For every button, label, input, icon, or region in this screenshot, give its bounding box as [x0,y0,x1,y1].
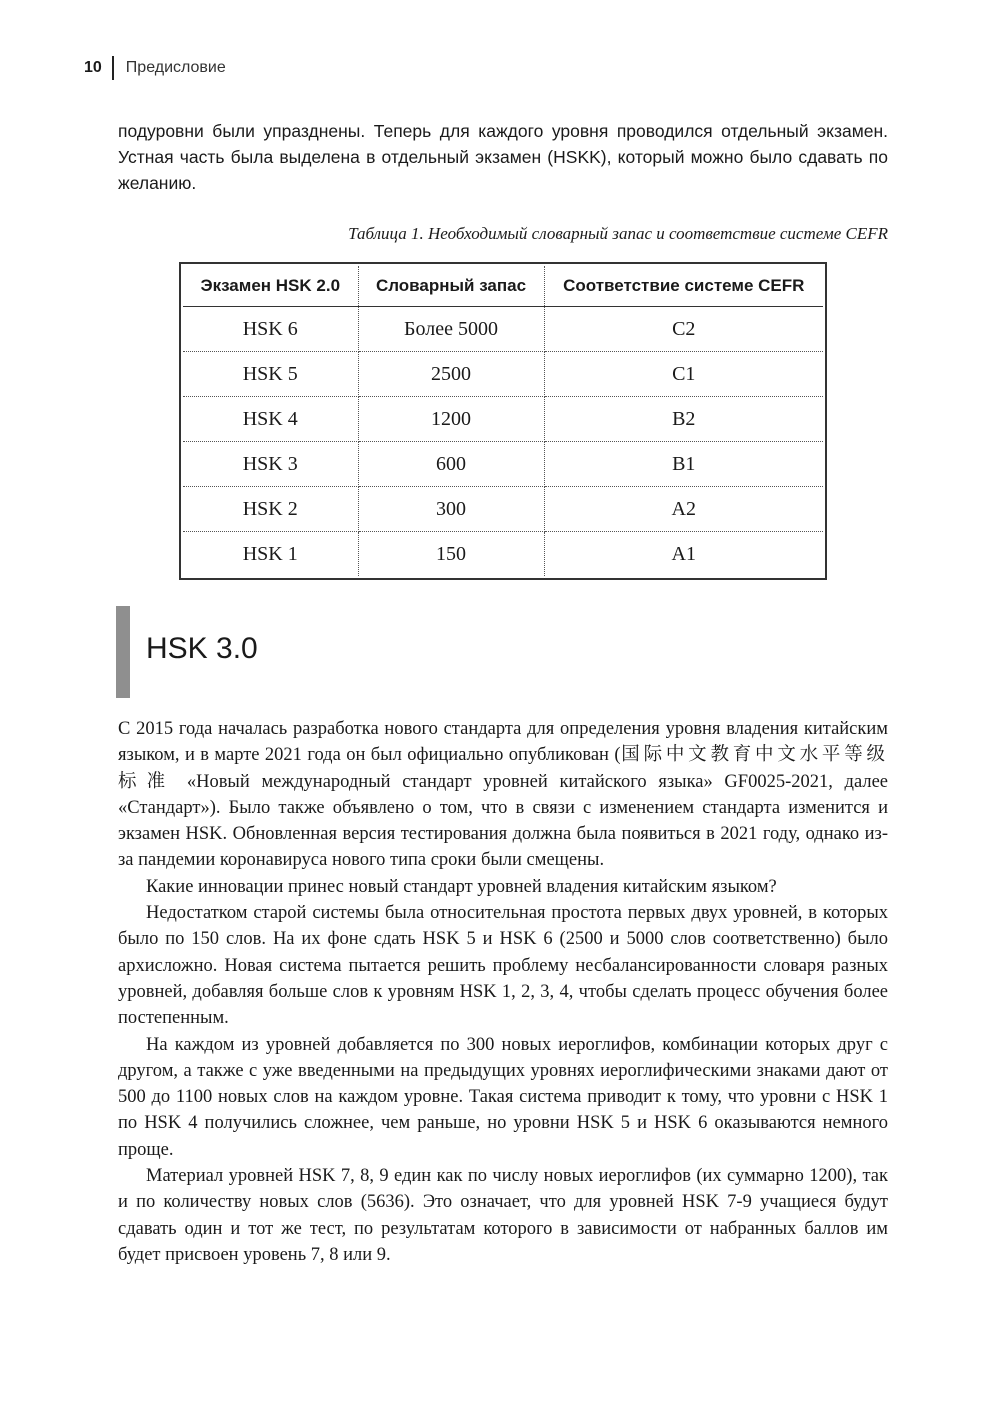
body-paragraph-1 [118,716,888,874]
table-cell: HSK 5 [183,352,358,397]
table-row [183,487,823,532]
table-cell: A2 [544,487,823,532]
hsk-vocabulary-table [179,262,827,580]
section-heading: HSK 3.0 [146,632,258,665]
table-cell: Более 5000 [358,307,544,352]
paragraph-text: С 2015 года началась разработка нового стандарта для определения уровня владения китайским языком, и в марте 2021 года он был официально опубликован ( [118,719,888,766]
paragraph-text: «Новый международный стандарт уровней китайского языка» GF0025-2021, далее «Стандарт»). Было также объявлено о том, что в связи с изменением стандарта изменится и экзамен HSK. Обновленная версия тестирования должна была появиться в 2021 году, однако из-за пандемии коронавируса нового типа сроки были смещены. [118,771,888,871]
table-row [183,307,823,352]
section-heading-block [116,606,258,698]
table-cell: C1 [544,352,823,397]
body-paragraph-5: Материал уровней HSK 7, 8, 9 един как по числу новых иероглифов (их суммарно 1200), так и по количеству новых слов (5636). Это означает, что для уровней HSK 7-9 учащиеся будут сдавать один и тот же тест, по результатам которого в зависимости от набранных баллов им будет присвоен уровень 7, 8 или 9. [118,1166,888,1265]
body-paragraph-4: На каждом из уровней добавляется по 300 новых иероглифов, комбинации которых друг с другом, а также с уже введенными на предыдущих уровнях иероглифическими знаками дают от 500 до 1100 новых слов на каждом уровне. Такая система приводит к тому, что уровни с HSK 1 по HSK 4 получились сложнее, чем раньше, но уровни HSK 5 и HSK 6 оказываются немного проще. [118,1034,888,1160]
section-heading-bar [116,606,130,698]
table-cell: 150 [358,532,544,577]
page-number: 10 [84,59,102,76]
header-cell-vocabulary: Словарный запас [358,266,544,307]
header-divider [112,56,114,80]
table-cell: C2 [544,307,823,352]
header-cell-cefr: Соответствие системе CEFR [544,266,823,307]
chinese-standard-title: 国际中文教育中文水平等级标准 [118,744,888,792]
intro-paragraph: подуровни были упразднены. Теперь для каждого уровня проводился отдельный экзамен. Устная часть была выделена в отдельный экзамен (HSKK), который можно было сдавать по желанию. [118,121,888,193]
table-row [183,442,823,487]
body-paragraph-3: Недостатком старой системы была относительная простота первых двух уровней, в которых было по 150 слов. На их фоне сдать HSK 5 и HSK 6 (2500 и 5000 слов соответственно) было архисложно. Новая система пытается решить проблему несбалансированности словаря разных уровней, добавляя больше слов к уровням HSK 1, 2, 3, 4, чтобы сделать процесс обучения более постепенным. [118,903,888,1029]
table-cell: HSK 3 [183,442,358,487]
table-row [183,397,823,442]
table-cell: 1200 [358,397,544,442]
table-cell: 300 [358,487,544,532]
header-cell-exam: Экзамен HSK 2.0 [183,266,358,307]
table-header-row [183,266,823,307]
table-cell: 600 [358,442,544,487]
table-cell: B2 [544,397,823,442]
table-cell: HSK 1 [183,532,358,577]
table-row [183,532,823,577]
header-section-title: Предисловие [125,59,226,76]
table-cell: HSK 6 [183,307,358,352]
table-cell: B1 [544,442,823,487]
body-paragraph-2: Какие инновации принес новый стандарт уровней владения китайским языком? [146,876,777,897]
table-cell: HSK 2 [183,487,358,532]
table-cell: 2500 [358,352,544,397]
table-cell: HSK 4 [183,397,358,442]
running-header [84,56,226,80]
table-cell: A1 [671,542,696,565]
table-caption: Таблица 1. Необходимый словарный запас и соответствие системе CEFR [348,224,888,243]
section-body [118,716,888,1268]
table-row [183,352,823,397]
